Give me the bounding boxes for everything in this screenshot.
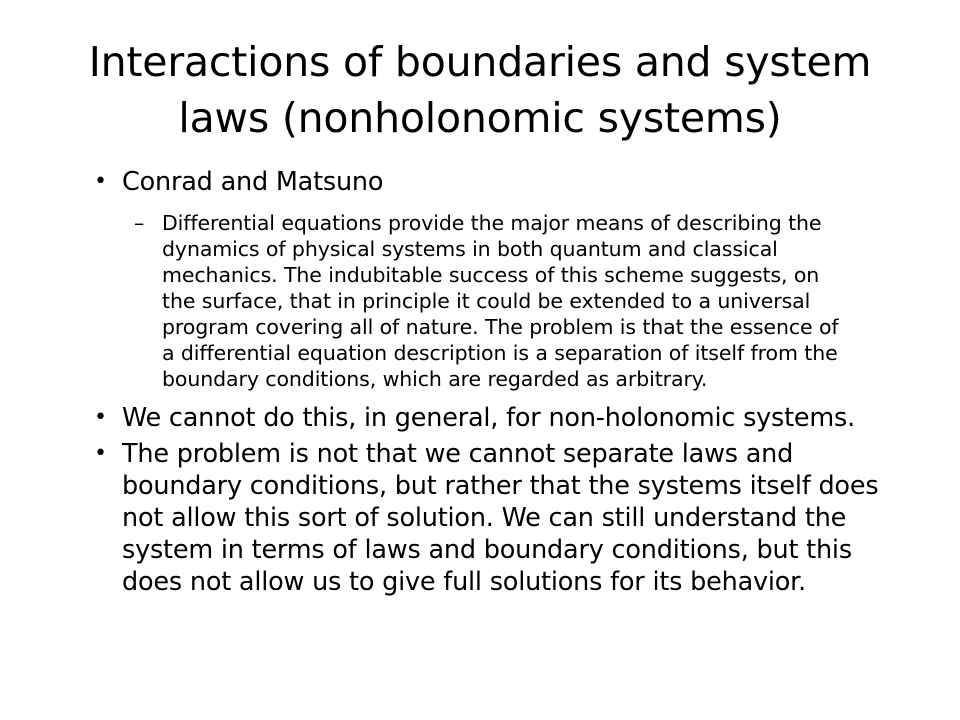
bullet-icon: •: [94, 169, 107, 194]
bullet-text: Conrad and Matsuno: [122, 167, 384, 197]
bullet-item: [96, 438, 916, 598]
dash-icon: –: [134, 211, 145, 235]
bullet-text: We cannot do this, in general, for non-holonomic systems.: [122, 403, 856, 433]
sub-bullet-item: [134, 210, 852, 392]
bullet-icon: •: [94, 405, 107, 430]
bullet-icon: •: [94, 441, 107, 466]
sub-bullet-text: Differential equations provide the major means of describing the dynamics of physical systems in both quantum and classical mechanics. The indubitable success of this scheme suggests, on the surface, that in principle it could be extended to a universal program covering all of nature. The problem is that the essence of a differential equation description is a separation of itself from the boundary conditions, which are regarded as arbitrary.: [162, 211, 839, 391]
bullet-text: The problem is not that we cannot separate laws and boundary conditions, but rather that the systems itself does not allow this sort of solution. We can still understand the system in terms of laws and boundary conditions, but this does not allow us to give full solutions for its behavior.: [122, 439, 879, 597]
slide-title: Interactions of boundaries and system laws (nonholonomic systems): [88, 38, 872, 142]
bullet-item: [96, 166, 916, 198]
slide-body: [96, 166, 916, 598]
bullet-item: [96, 402, 916, 434]
